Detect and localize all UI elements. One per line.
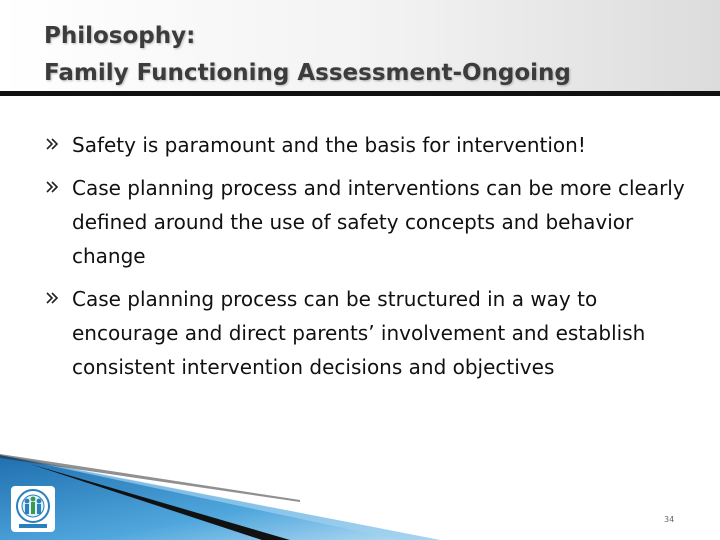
- logo-emblem: [11, 486, 55, 532]
- bullet-text: Safety is paramount and the basis for intervention!: [72, 133, 586, 157]
- bullet-list: [44, 128, 694, 393]
- agency-logo: [11, 486, 55, 532]
- bullet-item: [44, 282, 694, 384]
- title-divider: [0, 91, 720, 96]
- double-chevron-right-icon: [44, 290, 60, 306]
- double-chevron-right-icon: [44, 136, 60, 152]
- bullet-item: [44, 128, 694, 162]
- bullet-text: Case planning process can be structured in a way to encourage and direct parents’ involvement and establish consistent intervention decisions and objectives: [72, 287, 646, 379]
- bullet-item: [44, 171, 694, 273]
- title-line-1: Philosophy:: [44, 23, 196, 49]
- slide-title: [44, 18, 704, 92]
- slide-number: 34: [664, 515, 675, 524]
- double-chevron-right-icon: [44, 179, 60, 195]
- bullet-text: Case planning process and interventions can be more clearly defined around the use of safety concepts and behavior change: [72, 176, 685, 268]
- title-line-2: Family Functioning Assessment-Ongoing: [44, 60, 571, 86]
- corner-decoration: [0, 440, 720, 540]
